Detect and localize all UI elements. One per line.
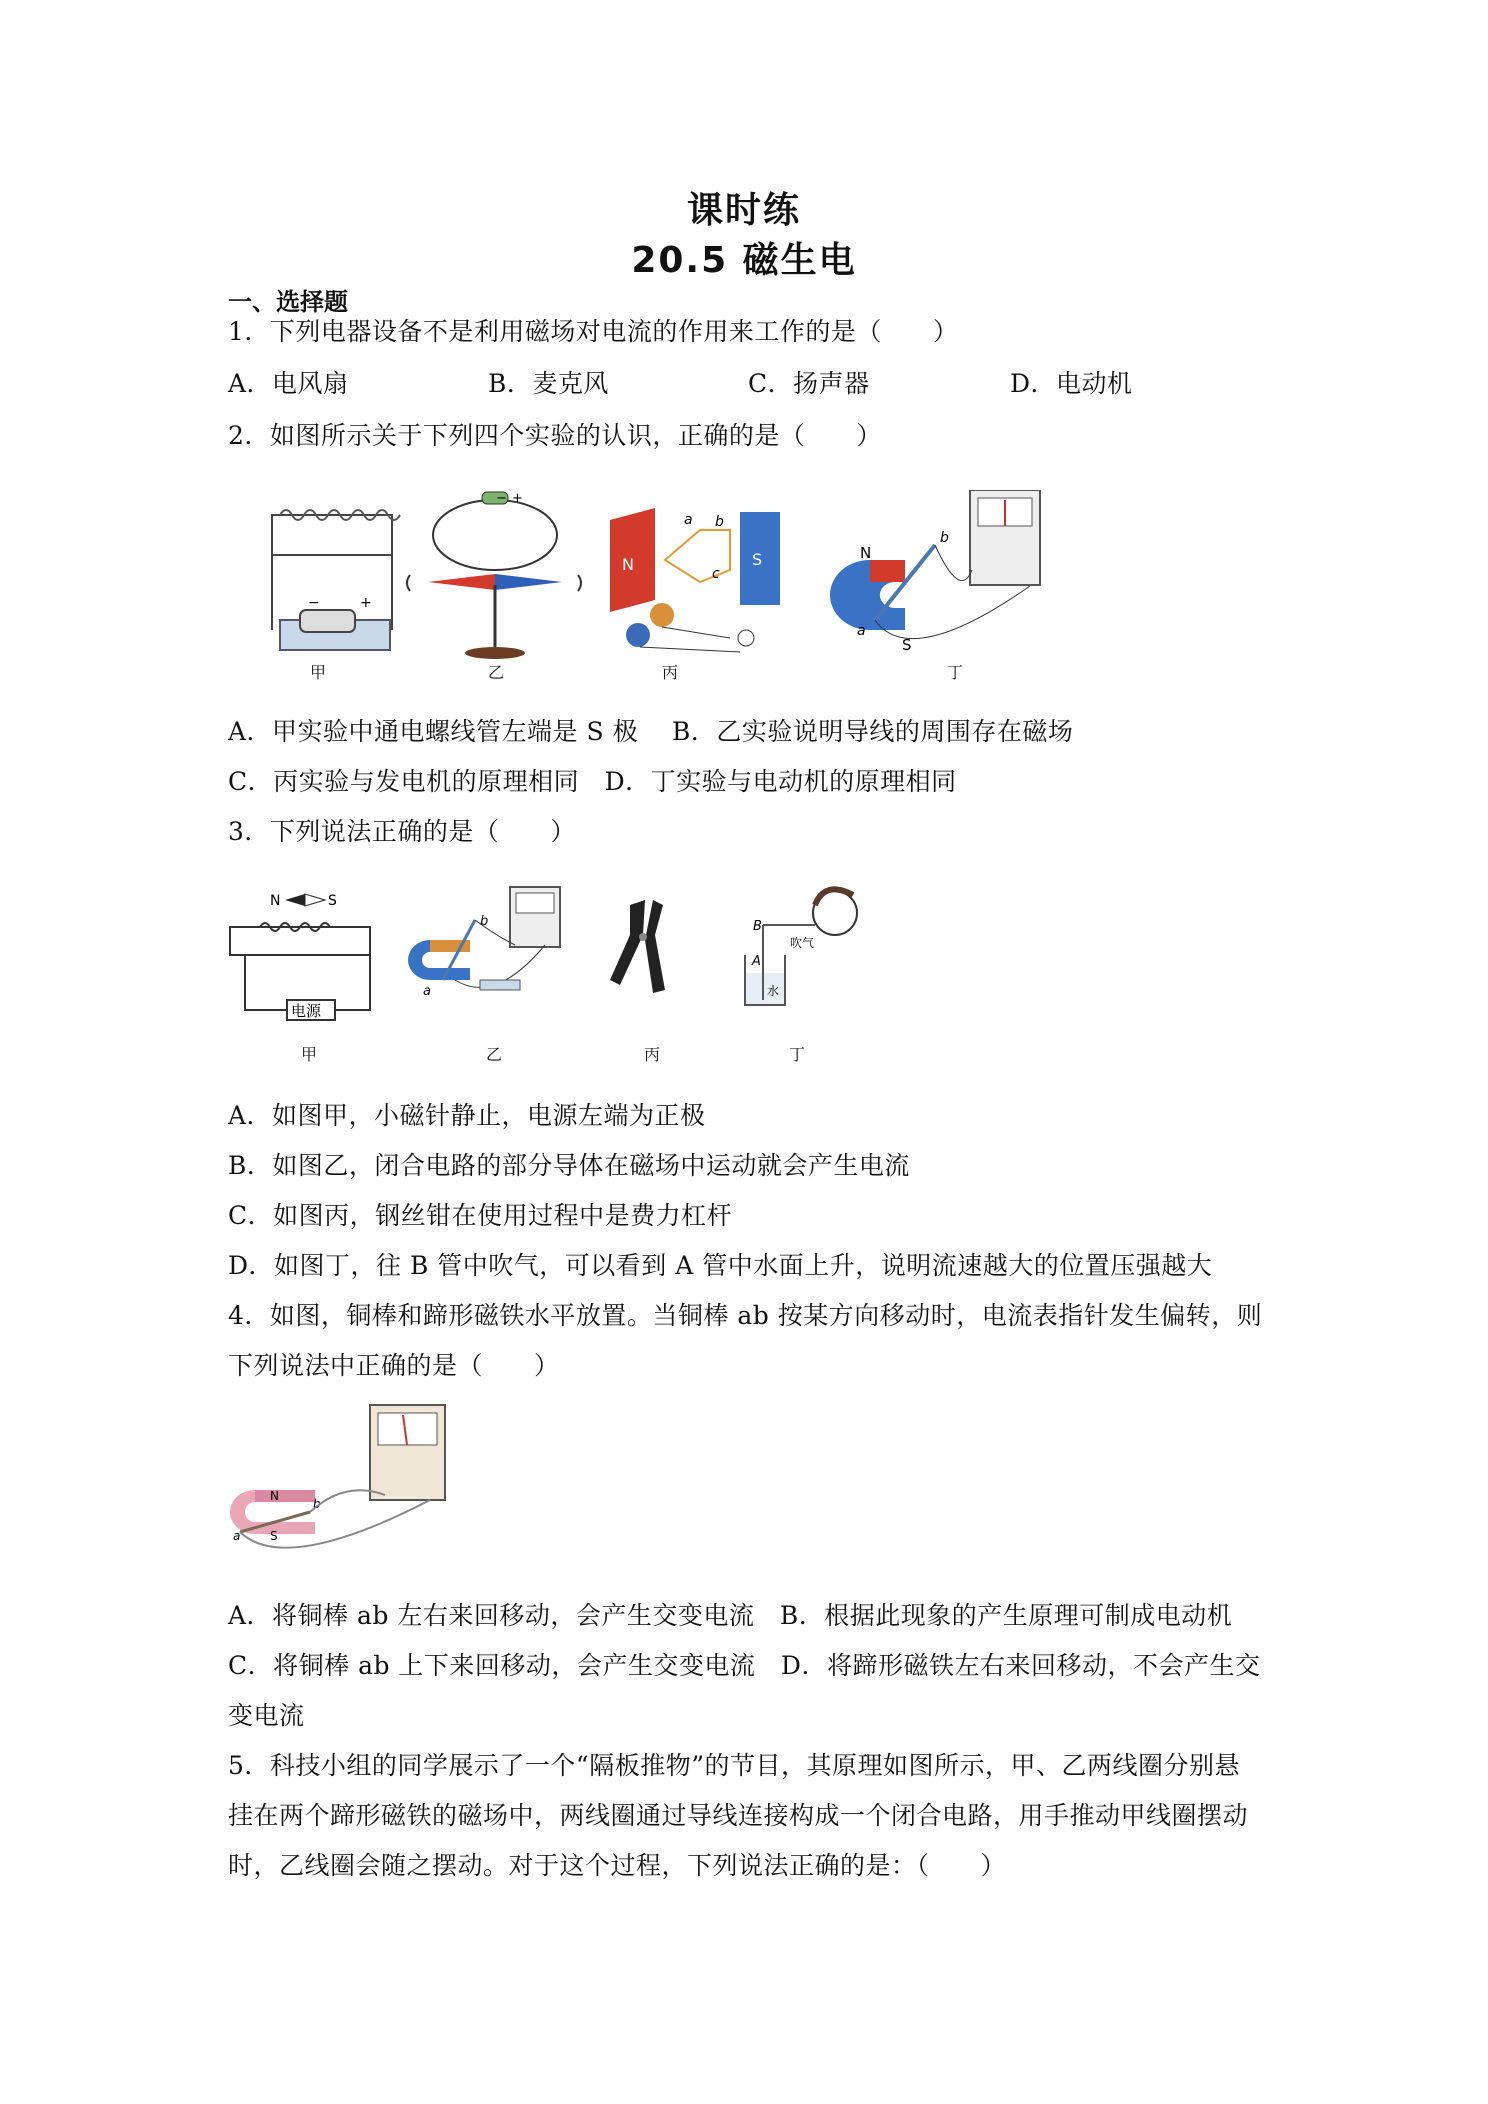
- q2-jia-plus: +: [360, 595, 372, 611]
- q4-options-line2: C．将铜棒 ab 上下来回移动，会产生交变电流 D．将蹄形磁铁左右来回移动，不会产生交: [228, 1651, 1261, 1680]
- q3-fig-yi-galvanometer: [408, 887, 560, 999]
- q5-line3: 时，乙线圈会随之摆动。对于这个过程，下列说法正确的是：（ ）: [228, 1851, 1007, 1880]
- q3-ding-blow: 吹气: [790, 936, 815, 950]
- q2-ding-b: b: [940, 530, 949, 546]
- q2-caption-jia: 甲: [309, 663, 326, 682]
- q4-stem-line2: 下列说法中正确的是（ ）: [228, 1351, 560, 1380]
- q2-yi-minus: −: [496, 491, 507, 506]
- q4-options-line1: A．将铜棒 ab 左右来回移动，会产生交变电流 B．根据此现象的产生原理可制成电动机: [228, 1601, 1233, 1630]
- q3-caption-jia: 甲: [300, 1045, 317, 1064]
- q3-jia-S: S: [328, 893, 337, 909]
- q2-bing-c: c: [712, 566, 720, 582]
- q4-S: S: [270, 1529, 278, 1543]
- q3-ding-B: B: [753, 919, 762, 934]
- q1-option-c: C．扬声器: [748, 369, 870, 398]
- page-subtitle: 20.5 磁生电: [631, 240, 857, 281]
- q2-options-line2: C．丙实验与发电机的原理相同 D．丁实验与电动机的原理相同: [228, 767, 957, 796]
- q3-stem: 3．下列说法正确的是（ ）: [228, 817, 576, 846]
- section-heading: 一、选择题: [228, 288, 348, 316]
- q2-jia-minus: −: [308, 595, 320, 611]
- q3-yi-b: b: [480, 914, 489, 929]
- q2-ding-a: a: [857, 623, 866, 639]
- q2-bing-S: S: [752, 550, 763, 569]
- q4-a: a: [233, 1529, 241, 1543]
- q2-ding-S: S: [902, 636, 912, 654]
- q4-options-line3: 变电流: [228, 1701, 305, 1730]
- q3-caption-yi: 乙: [485, 1045, 502, 1064]
- q2-bing-N: N: [622, 555, 634, 574]
- q3-jia-power: 电源: [291, 1002, 322, 1020]
- q5-line1: 5．科技小组的同学展示了一个“隔板推物”的节目，其原理如图所示，甲、乙两线圈分别悬: [228, 1751, 1240, 1780]
- q3-jia-N: N: [270, 893, 281, 909]
- q3-option-b: B．如图乙，闭合电路的部分导体在磁场中运动就会产生电流: [228, 1151, 910, 1180]
- q3-fig-bing-pliers: [610, 900, 665, 993]
- q2-bing-a: a: [684, 512, 693, 528]
- q5-line2: 挂在两个蹄形磁铁的磁场中，两线圈通过导线连接构成一个闭合电路，用手推动甲线圈摆动: [228, 1801, 1249, 1830]
- q2-fig-bing-magnets: [610, 508, 780, 652]
- q4-N: N: [270, 1489, 279, 1503]
- q1-stem: 1．下列电器设备不是利用磁场对电流的作用来工作的是（ ）: [228, 317, 959, 346]
- q3-yi-a: a: [423, 984, 431, 999]
- q3-caption-ding: 丁: [788, 1045, 805, 1064]
- q3-fig-jia-solenoid: [230, 893, 370, 1020]
- q2-fig-ding-galvanometer: [830, 490, 1040, 654]
- q3-ding-A: A: [752, 954, 761, 969]
- q3-figure: [225, 885, 875, 1050]
- q2-bing-b: b: [715, 514, 724, 530]
- q2-fig-jia-solenoid: [272, 510, 400, 650]
- q2-options-line1: A．甲实验中通电螺线管左端是 S 极 B．乙实验说明导线的周围存在磁场: [228, 717, 1074, 746]
- q4-figure: [225, 1400, 485, 1565]
- page-title: 课时练: [686, 190, 801, 231]
- q3-fig-ding-beaker: [745, 889, 857, 1005]
- q4-b: b: [313, 1497, 321, 1511]
- q2-caption-yi: 乙: [487, 663, 504, 682]
- q3-option-a: A．如图甲，小磁针静止，电源左端为正极: [228, 1101, 706, 1130]
- q3-caption-bing: 丙: [643, 1045, 660, 1064]
- q3-option-c: C．如图丙，钢丝钳在使用过程中是费力杠杆: [228, 1201, 733, 1230]
- q1-option-a: A．电风扇: [228, 369, 349, 398]
- q2-caption-bing: 丙: [661, 663, 678, 682]
- q2-stem: 2．如图所示关于下列四个实验的认识，正确的是（ ）: [228, 421, 882, 450]
- q1-option-d: D．电动机: [1010, 369, 1133, 398]
- q4-stem-line1: 4．如图，铜棒和蹄形磁铁水平放置。当铜棒 ab 按某方向移动时，电流表指针发生偏转，则: [228, 1301, 1263, 1330]
- q2-caption-ding: 丁: [946, 663, 963, 682]
- q1-option-b: B．麦克风: [488, 369, 609, 398]
- q3-option-d: D．如图丁，往 B 管中吹气，可以看到 A 管中水面上升，说明流速越大的位置压强越大: [228, 1251, 1213, 1280]
- q2-yi-plus: +: [512, 491, 523, 506]
- q2-fig-yi-compass: [407, 491, 581, 659]
- q3-ding-water: 水: [767, 984, 780, 998]
- q2-ding-N: N: [860, 544, 872, 562]
